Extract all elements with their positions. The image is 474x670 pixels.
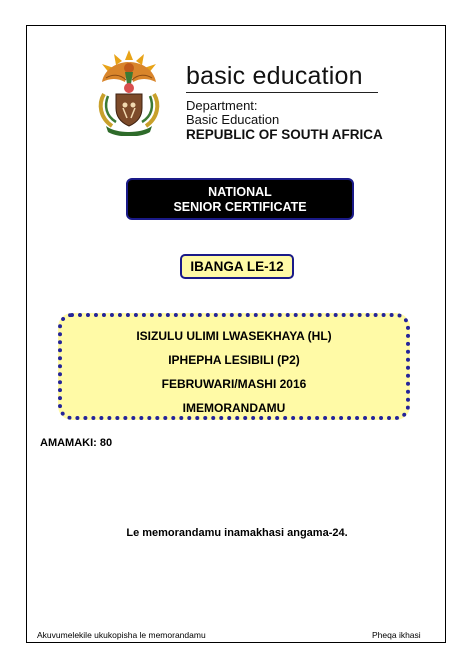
department-header xyxy=(186,62,383,143)
page-count-note: Le memorandamu inamakhasi angama-24. xyxy=(126,527,348,539)
subject-title: ISIZULU ULIMI LWASEKHAYA (HL) xyxy=(136,329,332,343)
coat-of-arms-icon xyxy=(92,48,166,136)
document-type: IMEMORANDAMU xyxy=(182,401,286,415)
certificate-line2: SENIOR CERTIFICATE xyxy=(173,200,307,214)
certificate-line1: NATIONAL xyxy=(208,185,272,199)
department-label: Department: xyxy=(186,98,258,113)
exam-session: FEBRUWARI/MASHI 2016 xyxy=(161,377,307,391)
department-name: Basic Education xyxy=(186,112,280,127)
copyright-notice: Akuvumelekile ukukopisha le memorandamu xyxy=(37,630,206,640)
turn-over-note: Pheqa ikhasi xyxy=(372,630,421,640)
republic-name: REPUBLIC OF SOUTH AFRICA xyxy=(186,127,383,142)
certificate-banner xyxy=(126,178,354,220)
grade-badge: IBANGA LE-12 xyxy=(180,254,294,279)
brand-title: basic education xyxy=(186,62,378,93)
subject-panel xyxy=(58,313,410,420)
paper-number: IPHEPHA LESIBILI (P2) xyxy=(168,353,300,367)
total-marks: AMAMAKI: 80 xyxy=(40,437,113,449)
